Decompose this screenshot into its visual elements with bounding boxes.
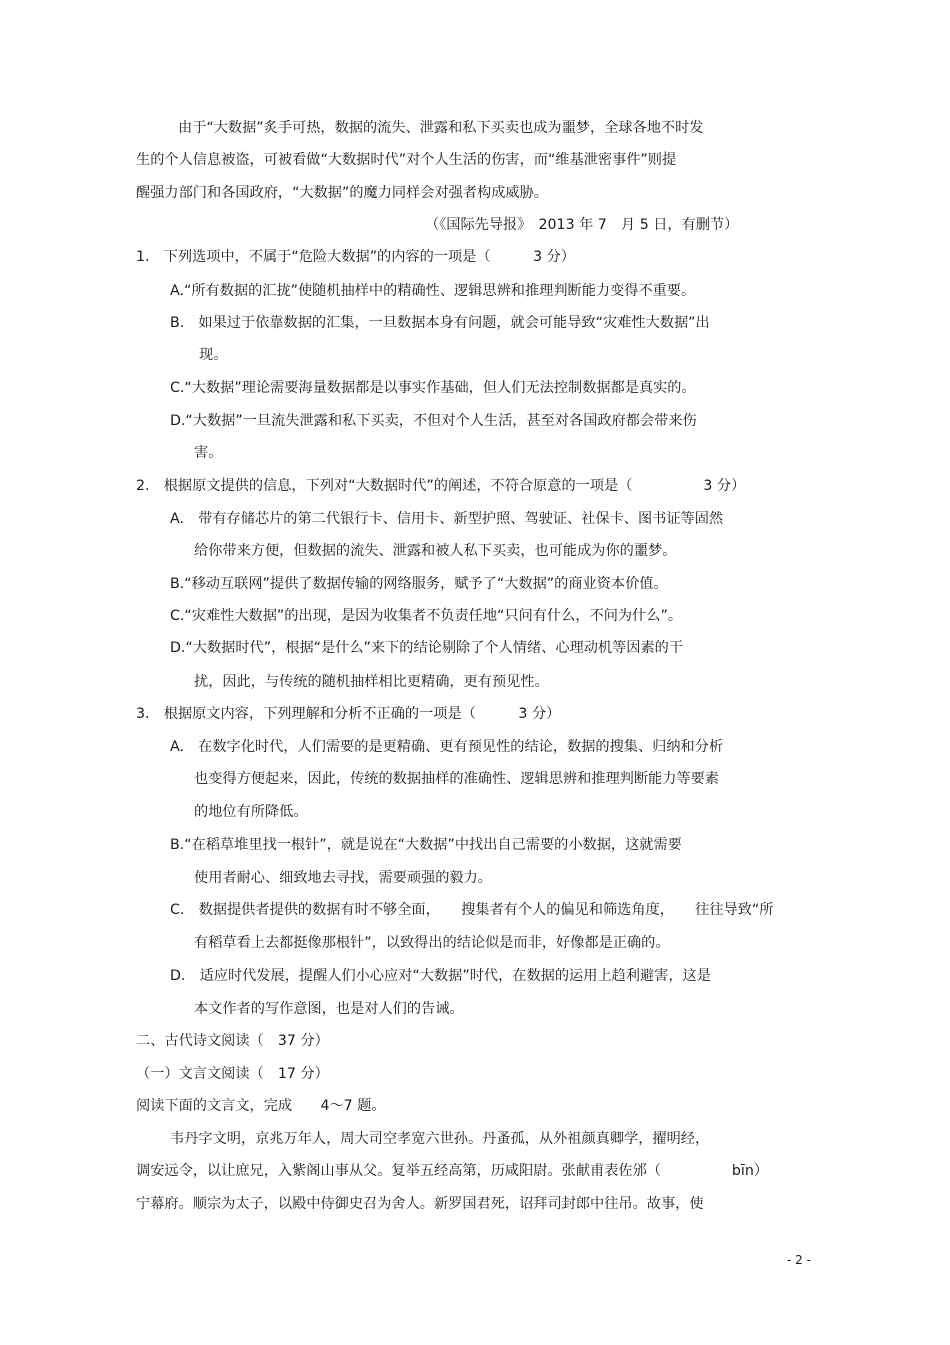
classical-text-line: 韦丹字文明，京兆万年人，周大司空孝宽六世孙。丹蚤孤，从外祖颜真卿学，擢明经，	[170, 1131, 710, 1147]
question-3-option-b-cont: 使用者耐心、细致地去寻找，需要顽强的毅力。	[194, 870, 492, 886]
question-1-option-b: B. 如果过于依靠数据的汇集，一旦数据本身有问题，就会可能导致“灾难性大数据”出	[170, 315, 710, 331]
question-1-option-c: C.“大数据”理论需要海量数据都是以事实作基础，但人们无法控制数据都是真实的。	[170, 380, 696, 396]
passage-line: 醒强力部门和各国政府，“大数据”的魔力同样会对强者构成威胁。	[136, 185, 548, 201]
passage-source: （《国际先导报》 2013 年 7 月 5 日，有删节）	[425, 217, 739, 233]
question-2-option-d: D.“大数据时代”，根据“是什么”来下的结论剔除了个人情绪、心理动机等因素的干	[170, 640, 684, 656]
section-heading: 二、古代诗文阅读（ 37 分）	[136, 1033, 329, 1049]
question-2-option-b: B.“移动互联网”提供了数据传输的网络服务，赋予了“大数据”的商业资本价值。	[170, 576, 668, 592]
question-3-stem: 3. 根据原文内容，下列理解和分析不正确的一项是（ 3 分）	[136, 706, 561, 722]
question-2-stem: 2. 根据原文提供的信息，下列对“大数据时代”的阐述，不符合原意的一项是（ 3 分）	[136, 478, 746, 494]
classical-text-line: 宁幕府。顺宗为太子，以殿中侍御史召为舍人。新罗国君死，诏拜司封郎中往吊。故事，使	[136, 1196, 704, 1212]
question-3-option-c: C. 数据提供者提供的数据有时不够全面， 搜集者有个人的偏见和筛选角度， 往往导致“所	[170, 902, 774, 918]
passage-line: 由于“大数据”炙手可热，数据的流失、泄露和私下买卖也成为噩梦，全球各地不时发	[178, 120, 704, 136]
question-3-option-b: B.“在稻草堆里找一根针”，就是说在“大数据”中找出自己需要的小数据，这就需要	[170, 837, 682, 853]
passage-line: 生的个人信息被盗，可被看做“大数据时代”对个人生活的伤害，而“维基泄密事件”则提	[136, 152, 677, 168]
question-3-option-c-cont: 有稻草看上去都挺像那根针”，以致得出的结论似是而非，好像都是正确的。	[194, 935, 670, 951]
subsection-heading: （一）文言文阅读（ 17 分）	[136, 1066, 329, 1082]
page-number: - 2 -	[787, 1253, 811, 1267]
question-2-option-a: A. 带有存储芯片的第二代银行卡、信用卡、新型护照、驾驶证、社保卡、图书证等固然	[170, 511, 724, 527]
question-1-option-d: D.“大数据”一旦流失泄露和私下买卖，不但对个人生活，甚至对各国政府都会带来伤	[170, 413, 697, 429]
question-1-option-a: A.“所有数据的汇拢”使随机抽样中的精确性、逻辑思辨和推理判断能力变得不重要。	[170, 283, 696, 299]
question-3-option-a-cont: 也变得方便起来，因此，传统的数据抽样的准确性、逻辑思辨和推理判断能力等要素	[194, 771, 719, 787]
reading-instruction: 阅读下面的文言文，完成 4～7 题。	[136, 1098, 386, 1114]
question-2-option-d-cont: 扰，因此，与传统的随机抽样相比更精确，更有预见性。	[194, 674, 549, 690]
question-3-option-d: D. 适应时代发展，提醒人们小心应对“大数据”时代，在数据的运用上趋利避害，这是	[170, 968, 711, 984]
question-3-option-a-cont: 的地位有所降低。	[194, 804, 308, 820]
question-3-option-a: A. 在数字化时代，人们需要的是更精确、更有预见性的结论，数据的搜集、归纳和分析	[170, 739, 724, 755]
question-1-option-d-cont: 害。	[194, 445, 223, 461]
question-1-option-b-cont: 现。	[199, 347, 228, 363]
question-2-option-a-cont: 给你带来方便，但数据的流失、泄露和被人私下买卖，也可能成为你的噩梦。	[194, 543, 677, 559]
question-1-stem: 1. 下列选项中，不属于“危险大数据”的内容的一项是（ 3 分）	[136, 249, 576, 265]
question-2-option-c: C.“灾难性大数据”的出现，是因为收集者不负责任地“只问有什么，不问为什么”。	[170, 608, 683, 624]
classical-text-line: 调安远令，以让庶兄，入紫阁山事从父。复举五经高第，历咸阳尉。张献甫表佐邠（ bīn）	[136, 1163, 769, 1179]
question-3-option-d-cont: 本文作者的写作意图，也是对人们的告诫。	[194, 1001, 464, 1017]
